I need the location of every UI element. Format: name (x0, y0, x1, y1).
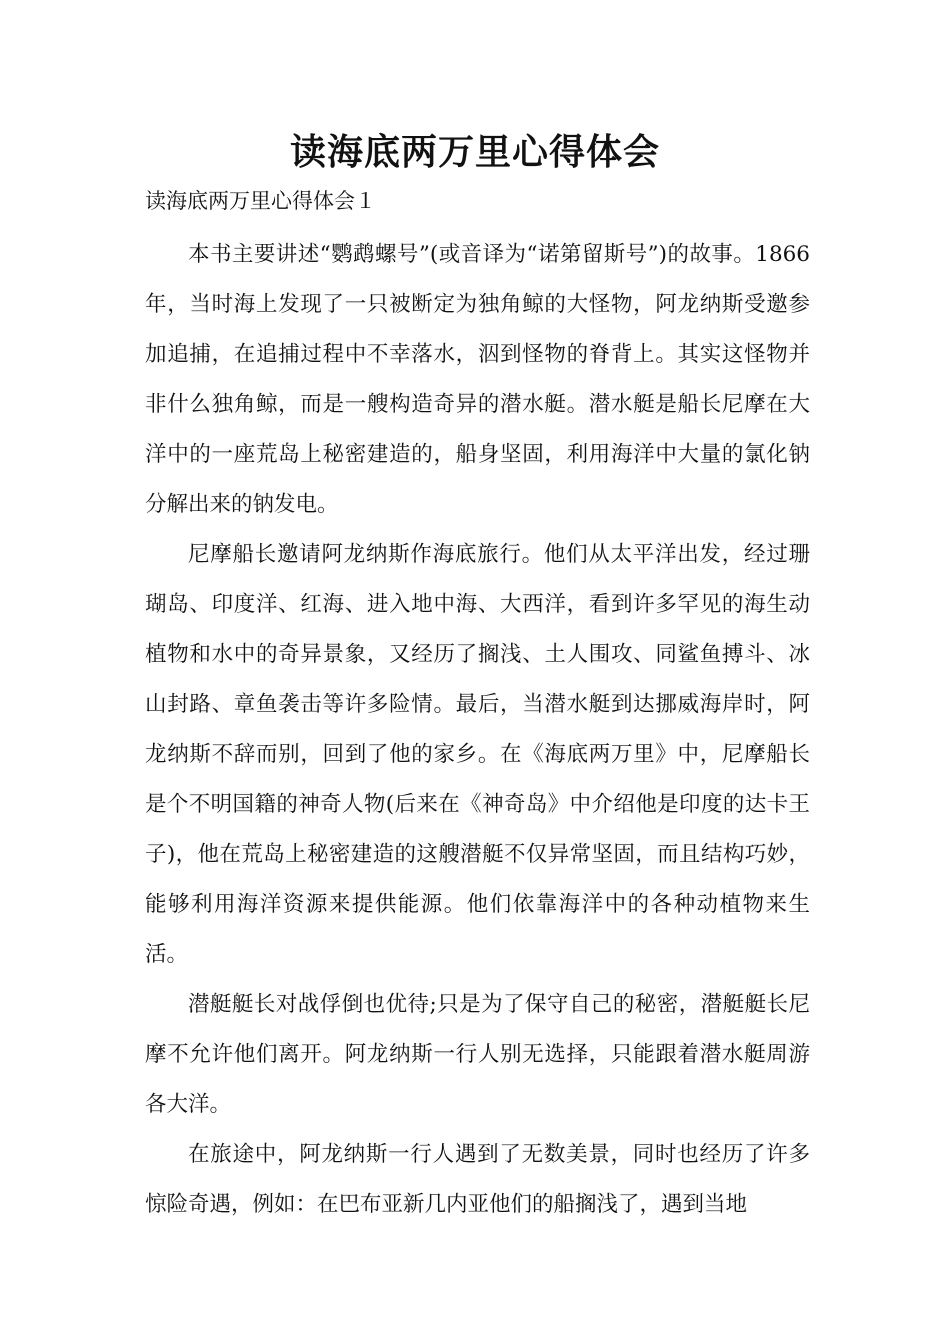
paragraph-1: 本书主要讲述“鹦鹉螺号”(或音译为“诺第留斯号”)的故事。1866年，当时海上发现了一只被断定为独角鲸的大怪物，阿龙纳斯受邀参加追捕，在追捕过程中不幸落水，泅到怪物的脊背上。其实这怪物并非什么独角鲸，而是一艘构造奇异的潜水艇。潜水艇是船长尼摩在大洋中的一座荒岛上秘密建造的，船身坚固，利用海洋中大量的氯化钠分解出来的钠发电。 (145, 242, 810, 517)
document-subtitle: 读海底两万里心得体会１ (145, 189, 376, 213)
paragraph-4: 在旅途中，阿龙纳斯一行人遇到了无数美景，同时也经历了许多惊险奇遇，例如：在巴布亚新几内亚他们的船搁浅了，遇到当地 (145, 1142, 810, 1217)
document-title: 读海底两万里心得体会 (289, 132, 660, 173)
document-body (145, 230, 810, 1230)
paragraph-2: 尼摩船长邀请阿龙纳斯作海底旅行。他们从太平洋出发，经过珊瑚岛、印度洋、红海、进入地中海、大西洋，看到许多罕见的海生动植物和水中的奇异景象，又经历了搁浅、土人围攻、同鲨鱼搏斗、冰山封路、章鱼袭击等许多险情。最后，当潜水艇到达挪威海岸时，阿龙纳斯不辞而别，回到了他的家乡。在《海底两万里》中，尼摩船长是个不明国籍的神奇人物(后来在《神奇岛》中介绍他是印度的达卡王子)，他在荒岛上秘密建造的这艘潜艇不仅异常坚固，而且结构巧妙，能够利用海洋资源来提供能源。他们依靠海洋中的各种动植物来生活。 (145, 542, 810, 967)
paragraph-3: 潜艇艇长对战俘倒也优待;只是为了保守自己的秘密，潜艇艇长尼摩不允许他们离开。阿龙纳斯一行人别无选择，只能跟着潜水艇周游各大洋。 (145, 992, 810, 1117)
